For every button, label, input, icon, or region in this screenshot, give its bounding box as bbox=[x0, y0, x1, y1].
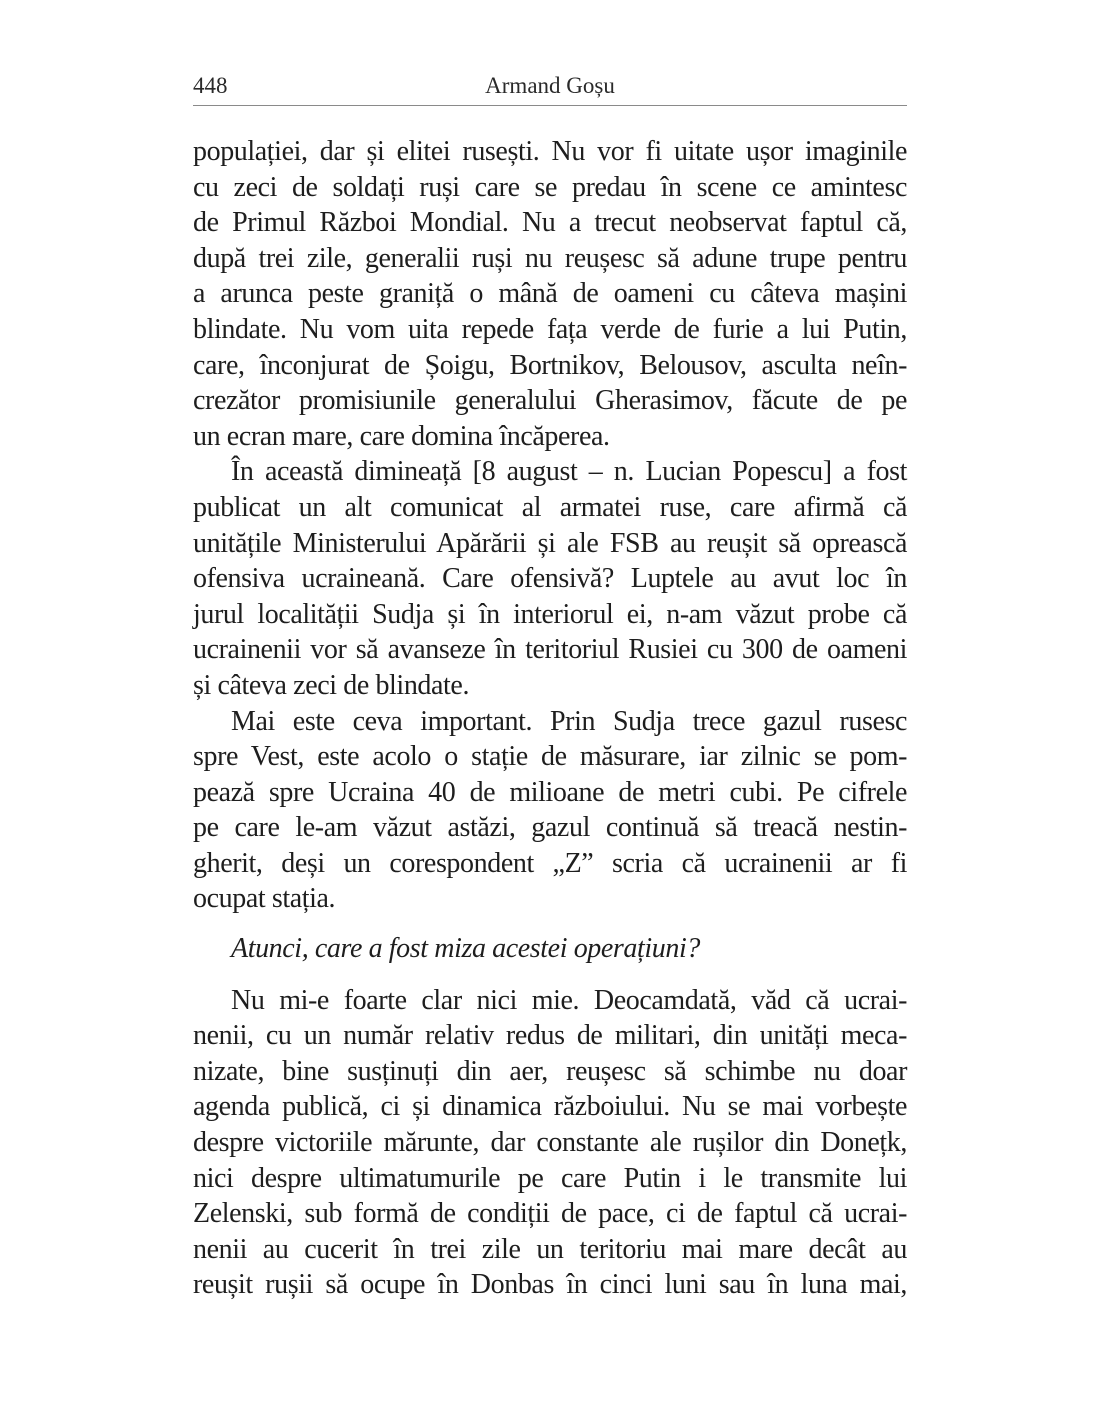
body-text bbox=[193, 134, 907, 1303]
header-rule bbox=[193, 105, 907, 106]
text-line: a arunca peste graniță o mână de oameni cu câteva mașini bbox=[193, 278, 907, 310]
paragraph bbox=[193, 454, 907, 703]
text-line: blindate. Nu vom uita repede fața verde de furie a lui Putin, bbox=[193, 313, 907, 345]
text-line: și câteva zeci de blindate. bbox=[193, 669, 470, 701]
text-line: Nu mi-e foarte clar nici mie. Deocamdată, văd că ucrai- bbox=[231, 984, 907, 1016]
paragraph-continuation bbox=[193, 134, 907, 454]
text-line: ofensiva ucraineană. Care ofensivă? Luptele au avut loc în bbox=[193, 563, 907, 595]
text-line: nenii, cu un număr relativ redus de militari, din unități meca- bbox=[193, 1020, 907, 1052]
text-line: reușit rușii să ocupe în Donbas în cinci luni sau în luna mai, bbox=[193, 1269, 907, 1301]
text-line: nenii au cucerit în trei zile un teritoriu mai mare decât au bbox=[193, 1233, 907, 1265]
text-line: cu zeci de soldați ruși care se predau în scene ce amintesc bbox=[193, 171, 907, 203]
text-line: spre Vest, este acolo o stație de măsurare, iar zilnic se pom- bbox=[193, 741, 907, 773]
page-number: 448 bbox=[193, 73, 228, 98]
text-line: agenda publică, ci și dinamica războiului. Nu se mai vorbește bbox=[193, 1091, 907, 1123]
text-line: un ecran mare, care domina încăperea. bbox=[193, 420, 610, 452]
text-line: de Primul Război Mondial. Nu a trecut neobservat faptul că, bbox=[193, 207, 907, 239]
text-line: În această dimineață [8 august – n. Lucian Popescu] a fost bbox=[231, 456, 907, 488]
text-line: ucrainenii vor să avanseze în teritoriul Rusiei cu 300 de oameni bbox=[193, 634, 907, 666]
text-line: Mai este ceva important. Prin Sudja trece gazul rusesc bbox=[231, 705, 907, 737]
text-line: nizate, bine susținuți din aer, reușesc să schimbe nu doar bbox=[193, 1055, 907, 1087]
text-line: care, înconjurat de Șoigu, Bortnikov, Belousov, asculta neîn- bbox=[193, 349, 907, 381]
text-line: despre victoriile mărunte, dar constante ale rușilor din Donețk, bbox=[193, 1127, 907, 1159]
paragraph bbox=[193, 983, 907, 1303]
text-line: unitățile Ministerului Apărării și ale FSB au reușit să oprească bbox=[193, 527, 907, 559]
text-line: gherit, deși un corespondent „Z” scria că ucrainenii ar fi bbox=[193, 847, 907, 879]
text-line: populației, dar și elitei rusești. Nu vor fi uitate ușor imaginile bbox=[193, 136, 907, 167]
text-line: ocupat stația. bbox=[193, 883, 336, 915]
running-title-author: Armand Goșu bbox=[485, 73, 615, 98]
text-line: jurul localității Sudja și în interiorul ei, n-am văzut probe că bbox=[193, 598, 907, 630]
interview-question bbox=[193, 931, 907, 967]
running-head bbox=[193, 68, 907, 104]
text-line: Zelenski, sub formă de condiții de pace, ci de faptul că ucrai- bbox=[193, 1198, 907, 1230]
text-line: nici despre ultimatumurile pe care Putin i le transmite lui bbox=[193, 1162, 907, 1194]
text-line: pează spre Ucraina 40 de milioane de metri cubi. Pe cifrele bbox=[193, 776, 907, 808]
text-line: crezător promisiunile generalului Gherasimov, făcute de pe bbox=[193, 385, 907, 417]
text-line: pe care le-am văzut astăzi, gazul continuă să treacă nestin- bbox=[193, 812, 907, 844]
question-text: Atunci, care a fost miza acestei operațiuni? bbox=[231, 933, 700, 965]
text-line: publicat un alt comunicat al armatei ruse, care afirmă că bbox=[193, 491, 907, 523]
text-line: după trei zile, generalii ruși nu reușesc să adune trupe pentru bbox=[193, 242, 907, 274]
paragraph bbox=[193, 704, 907, 918]
